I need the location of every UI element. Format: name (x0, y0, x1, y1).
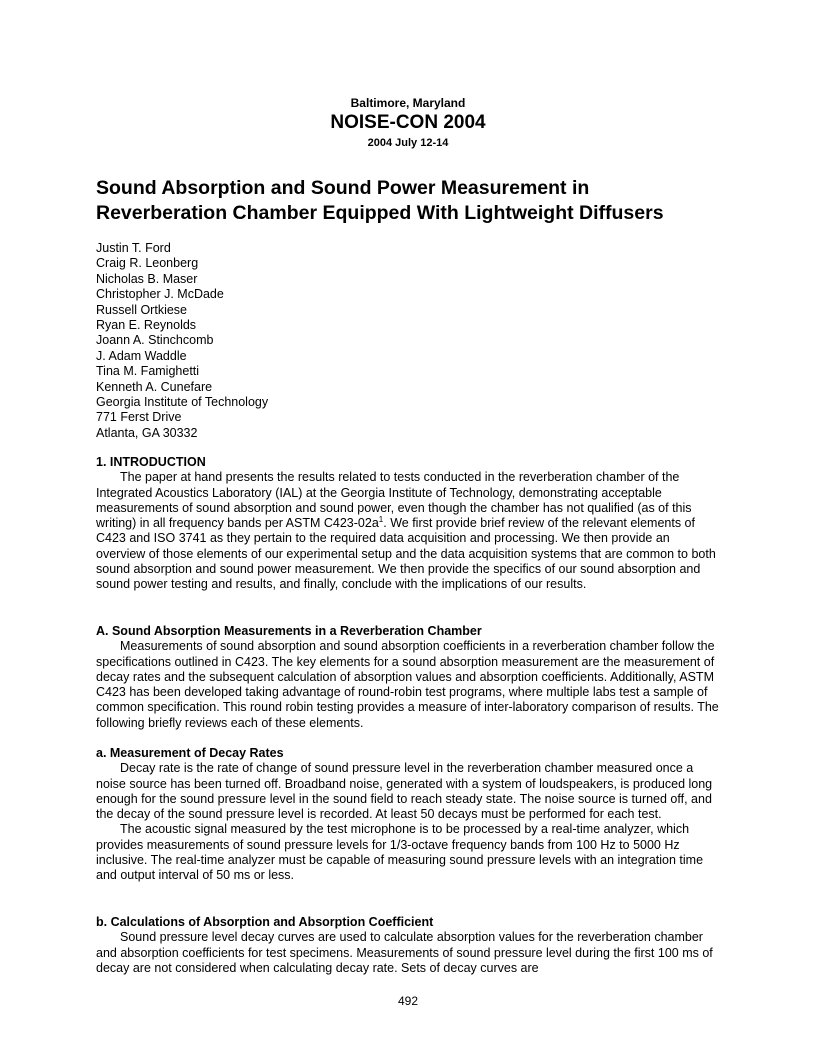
author: J. Adam Waddle (96, 348, 187, 363)
paragraph: Decay rate is the rate of change of sound pressure level in the reverberation chamber measured once a noise source has been turned off. Broadband noise, generated with a system of loudspeakers, is produced long enough for the sound pressure level in the sound field to reach steady state. The noise source is turned off, and the decay of the sound pressure level is recorded. At least 50 decays must be performed for each test. (96, 761, 713, 822)
author: Christopher J. McDade (96, 287, 224, 302)
author-list (96, 241, 268, 441)
conference-location: Baltimore, Maryland (350, 96, 466, 110)
paragraph-text: . We first provide brief review of the relevant elements of C423 and ISO 3741 as they pertain to the required data acquisition and processing. We then provide an overview of those elements of our experimental setup and the data acquisition systems that are common to both sound absorption and sound power measurement. We then provide the specifics of our sound absorption and sound power testing and results, and finally, conclude with the implications of our results. (96, 516, 716, 592)
section-heading: a. Measurement of Decay Rates (96, 746, 284, 760)
paper-title (96, 176, 736, 226)
author: Ryan E. Reynolds (96, 318, 197, 333)
paper-title-line-1: Sound Absorption and Sound Power Measurement in (96, 177, 590, 199)
author: Craig R. Leonberg (96, 256, 199, 271)
author: Justin T. Ford (96, 241, 171, 255)
address-city: Atlanta, GA 30332 (96, 425, 198, 440)
paper-title-line-2: Reverberation Chamber Equipped With Lightweight Diffusers (96, 202, 664, 224)
author: Joann A. Stinchcomb (96, 333, 214, 348)
paragraph: Sound pressure level decay curves are used to calculate absorption values for the reverberation chamber and absorption coefficients for test specimens. Measurements of sound pressure level during the first 100 ms of decay are not considered when calculating decay rate. Sets of decay curves are (96, 930, 713, 975)
author: Russell Ortkiese (96, 302, 187, 317)
paragraph (96, 470, 720, 592)
section-absorption-calculations (96, 915, 720, 976)
author: Nicholas B. Maser (96, 271, 198, 286)
page-number: 492 (397, 994, 419, 1008)
author: Kenneth A. Cunefare (96, 379, 213, 394)
section-absorption-measurements (96, 624, 720, 731)
footnote-marker: 1 (378, 515, 384, 525)
section-heading: A. Sound Absorption Measurements in a Reverberation Chamber (96, 624, 482, 638)
paragraph-text: The paper at hand presents the results related to tests conducted in the reverberation chamber of the Integrated Acoustics Laboratory (IAL) at the Georgia Institute of Technology, demonstrating acceptable measurements of sound absorption and sound power, even though the chamber has not qualified (as of this writing) in all frequency bands per ASTM C423-02a (96, 470, 692, 531)
section-decay-rates (96, 746, 720, 884)
affiliation: Georgia Institute of Technology (96, 395, 269, 410)
conference-name: NOISE-CON 2004 (330, 112, 486, 133)
section-heading: b. Calculations of Absorption and Absorption Coefficient (96, 915, 434, 929)
author: Tina M. Famighetti (96, 364, 200, 379)
section-introduction (96, 455, 720, 593)
section-heading: 1. INTRODUCTION (96, 455, 206, 469)
conference-dates: 2004 July 12-14 (367, 137, 449, 149)
address-street: 771 Ferst Drive (96, 410, 182, 425)
paragraph: The acoustic signal measured by the test microphone is to be processed by a real-time analyzer, which provides measurements of sound pressure levels for 1/3-octave frequency bands from 100 Hz to 5000 Hz inclusive. The real-time analyzer must be capable of measuring sound pressure levels with an integration time and output interval of 50 ms or less. (96, 822, 704, 883)
paragraph: Measurements of sound absorption and sound absorption coefficients in a reverberation chamber follow the specifications outlined in C423. The key elements for a sound absorption measurement are the measurement of decay rates and the subsequent calculation of absorption values and absorption coefficients. Additionally, ASTM C423 has been developed taking advantage of round-robin test programs, where multiple labs test a sample of common specification. This round robin testing provides a measure of inter-laboratory comparison of results. The following briefly reviews each of these elements. (96, 639, 719, 730)
